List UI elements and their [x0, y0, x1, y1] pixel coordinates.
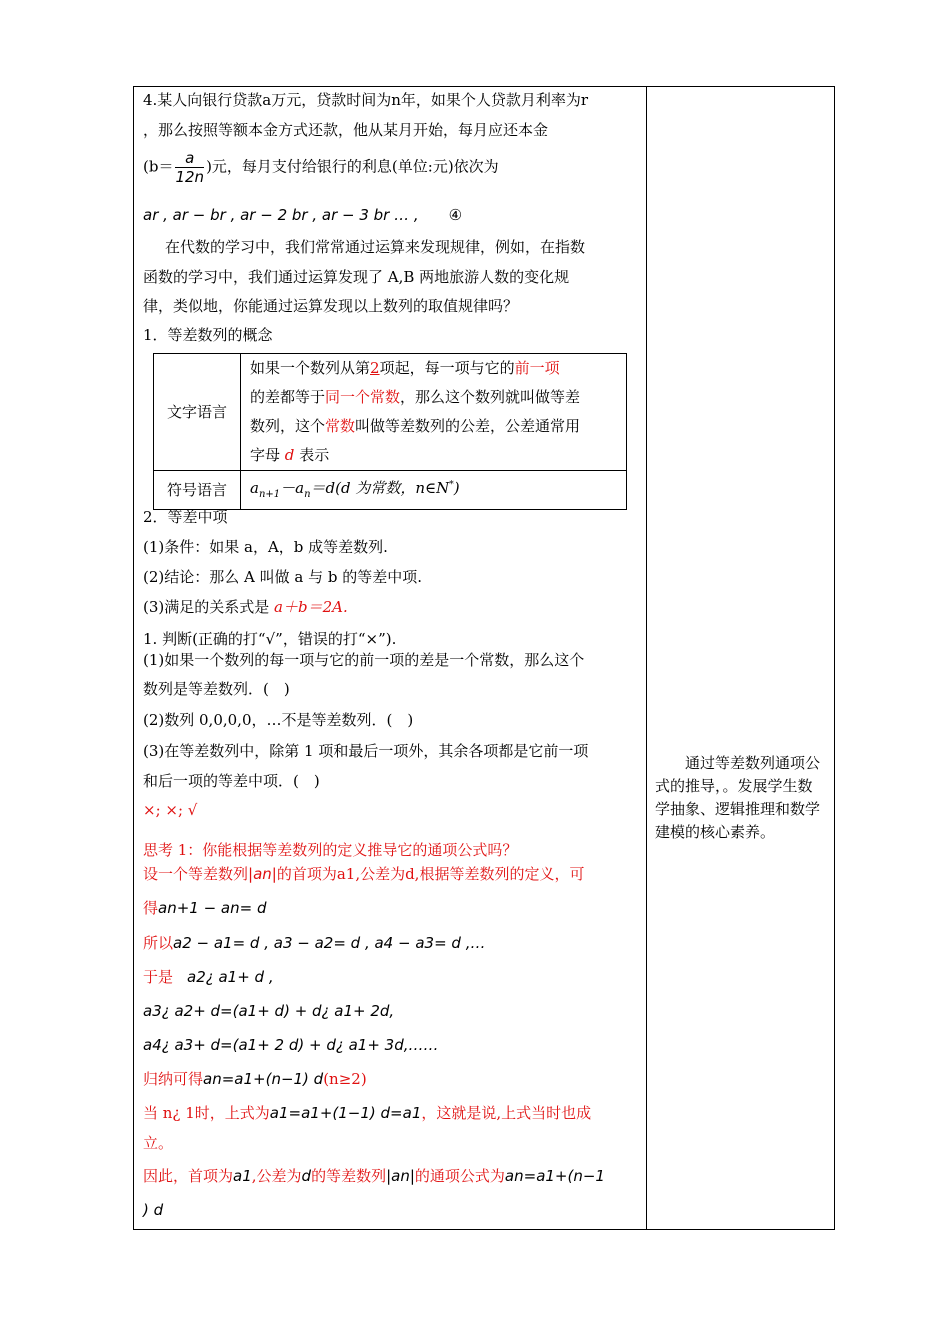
derive-so: 所以a2 − a1= d , a3 − a2= d , a4 − a3= d ,… — [143, 934, 486, 952]
middle-condition: (1)条件：如果 a，A，b 成等差数列. — [143, 538, 388, 556]
middle-conclusion: (2)结论：那么 A 叫做 a 与 b 的等差中项. — [143, 568, 423, 586]
fraction-lhs: (b＝ — [143, 157, 174, 176]
derive-thus: 因此，首项为a1,公差为d的等差数列|an|的通项公式为an=a1+(n−1 — [143, 1167, 605, 1185]
fraction-denominator: 12n — [175, 168, 205, 186]
text-language-content: 如果一个数列从第2项起，每一项与它的前一项 的差都等于同一个常数，那么这个数列就叫做等差 数列，这个常数叫做等差数列的公差，公差通常用 字母 d 表示 — [241, 354, 627, 471]
problem4-line2: ，那么按照等额本金方式还款，他从某月开始，每月应还本金 — [143, 121, 549, 139]
blank-d: d — [284, 446, 295, 464]
fraction-rhs: )元，每月支付给银行的利息(单位:元)依次为 — [206, 157, 499, 176]
intro-line2: 函数的学习中，我们通过运算发现了 A,B 两地旅游人数的变化规 — [143, 268, 570, 286]
derive-when-end: 立。 — [143, 1134, 174, 1152]
symbol-language-content: $a_{n+1}-a_n=d(d$ 为常数，n∈N*) — [241, 471, 627, 510]
blank-same-constant: 同一个常数 — [325, 388, 401, 406]
problem4-line1: 4.某人向银行贷款a万元，贷款时间为n年，如果个人贷款月利率为r — [143, 91, 589, 109]
judge-heading: 1. 判断(正确的打“√”，错误的打“×”). — [143, 630, 397, 648]
circled-number: ④ — [448, 206, 463, 224]
text-language-row — [154, 354, 627, 471]
lesson-table — [133, 86, 835, 1230]
derive-when: 当 n¿ 1时，上式为a1=a1+(1−1) d=a1，这就是说,上式当时也成 — [143, 1104, 592, 1122]
symbol-language-row — [154, 471, 627, 510]
judge-answer: ×; ×; √ — [143, 801, 198, 819]
derive-setup: 设一个等差数列|an|的首项为a1,公差为d,根据等差数列的定义，可 — [143, 865, 585, 883]
derive-get: 得an+1 − an= d — [143, 899, 267, 917]
fraction — [175, 149, 204, 186]
think-prompt: 思考 1：你能根据等差数列的定义推导它的通项公式吗？ — [143, 841, 518, 859]
judge-q2: (2)数列 0,0,0,0，…不是等差数列．( ) — [143, 711, 414, 729]
problem4-line3 — [143, 149, 499, 186]
text-language-label: 文字语言 — [154, 354, 241, 471]
middle-relation: (3)满足的关系式是 a＋b＝2A. — [143, 598, 348, 616]
sequence-symbol: |an| — [248, 865, 277, 883]
symbol-language-label: 符号语言 — [154, 471, 241, 510]
middle-heading: 2．等差中项 — [143, 508, 228, 526]
judge-q1-line2: 数列是等差数列．( ) — [143, 680, 290, 698]
derive-then: 于是 a2¿ a1+ d , — [143, 968, 274, 986]
concept-heading: 1．等差数列的概念 — [143, 326, 273, 344]
judge-q3-line1: (3)在等差数列中，除第 1 项和最后一项外，其余各项都是它前一项 — [143, 742, 589, 760]
interest-sequence — [143, 205, 462, 225]
intro-line3: 律，类似地，你能通过运算发现以上数列的取值规律吗？ — [143, 297, 519, 315]
intro-line1: 在代数的学习中，我们常常通过运算来发现规律，例如，在指数 — [165, 238, 586, 256]
derive-induction: 归纳可得an=a1+(n−1) d(n≥2) — [143, 1070, 367, 1088]
fraction-numerator: a — [175, 149, 204, 168]
derive-thus-end: ) d — [143, 1201, 164, 1219]
blank-constant: 常数 — [325, 417, 356, 435]
judge-q1-line1: (1)如果一个数列的每一项与它的前一项的差是一个常数，那么这个 — [143, 651, 585, 669]
judge-q3-line2: 和后一项的等差中项．( ) — [143, 772, 320, 790]
side-note: 通过等差数列通项公式的推导，。发展学生数学抽象、逻辑推理和数学建模的核心素养。 — [655, 754, 821, 841]
derive-eq3: a3¿ a2+ d=(a1+ d) + d¿ a1+ 2d, — [143, 1002, 395, 1020]
blank-previous-term: 前一项 — [514, 359, 560, 377]
column-divider — [646, 87, 647, 1229]
concept-table — [153, 353, 627, 510]
blank-2: 2 — [370, 359, 380, 377]
sequence-text: ar , ar − br , ar − 2 br , ar − 3 br … , — [143, 206, 419, 224]
derive-eq4: a4¿ a3+ d=(a1+ 2 d) + d¿ a1+ 3d,…… — [143, 1036, 439, 1054]
